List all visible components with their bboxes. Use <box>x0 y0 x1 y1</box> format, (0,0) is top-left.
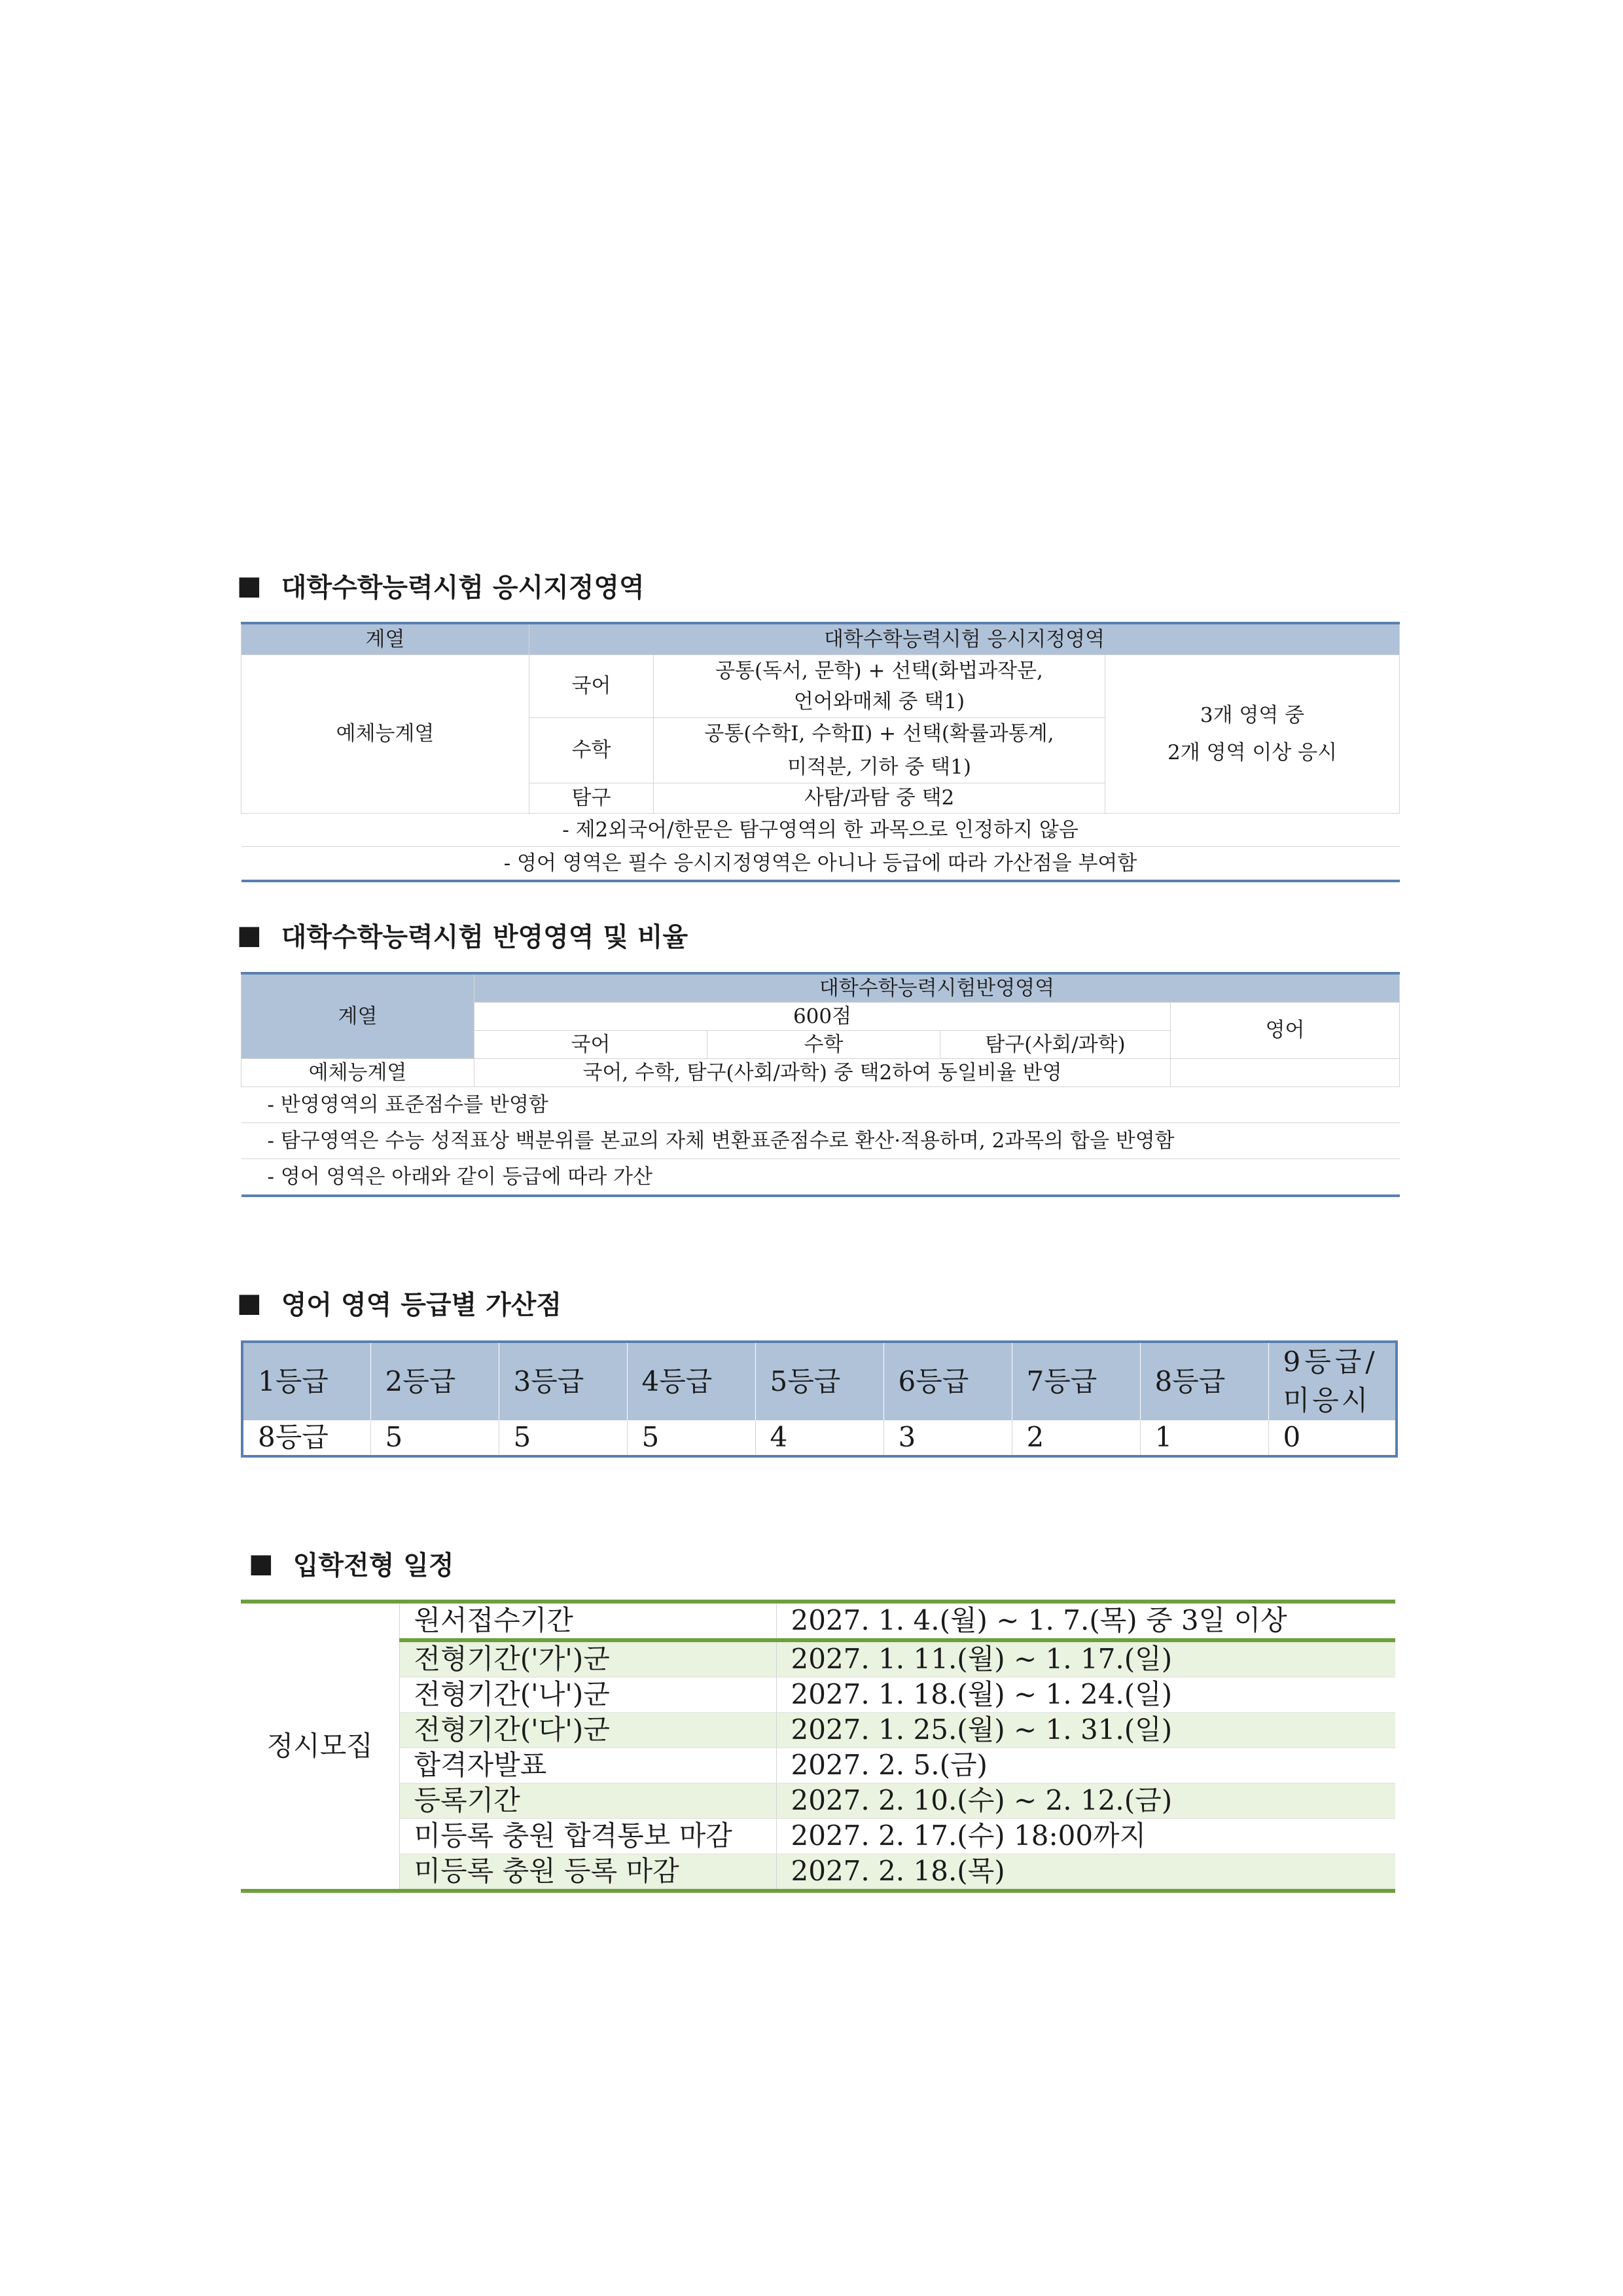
group-value-cell: 국어, 수학, 탐구(사회/과학) 중 택2하여 동일비율 반영 <box>474 1059 1171 1087</box>
grade-header <box>1268 1342 1397 1420</box>
detail-line: 공통(독서, 문학) + 선택(화법과작문, <box>715 658 1043 683</box>
schedule-value: 2027. 2. 18.(목) <box>776 1854 1395 1892</box>
header-cell: 계열 <box>241 623 529 655</box>
section-heading-3 <box>237 1284 562 1321</box>
header-cell: 대학수학능력시험반영영역 <box>474 973 1400 1003</box>
grade-header: 7등급 <box>1012 1342 1140 1420</box>
section-title: 영어 영역 등급별 가산점 <box>281 1290 562 1320</box>
english-grade-bonus-table <box>241 1340 1398 1458</box>
section-title: 대학수학능력시험 반영영역 및 비율 <box>281 922 688 952</box>
grade-value: 8등급 <box>242 1420 370 1456</box>
schedule-label: 전형기간('가')군 <box>399 1640 776 1677</box>
grade-header: 2등급 <box>370 1342 499 1420</box>
bullet-square-icon: ■ <box>237 1287 262 1318</box>
schedule-value: 2027. 1. 4.(월) ~ 1. 7.(목) 중 3일 이상 <box>776 1602 1395 1640</box>
schedule-value: 2027. 2. 17.(수) 18:00까지 <box>776 1819 1395 1854</box>
schedule-value: 2027. 1. 11.(월) ~ 1. 17.(일) <box>776 1640 1395 1677</box>
header-cell: 계열 <box>241 973 474 1059</box>
section-title: 입학전형 일정 <box>293 1551 454 1581</box>
points-cell: 600점 <box>474 1003 1171 1031</box>
section-heading-1 <box>237 567 645 604</box>
detail-line: 공통(수학Ⅰ, 수학Ⅱ) + 선택(확률과통계, <box>704 721 1054 745</box>
grade-value: 4 <box>755 1420 883 1456</box>
schedule-value: 2027. 2. 5.(금) <box>776 1748 1395 1784</box>
schedule-label: 미등록 충원 등록 마감 <box>399 1854 776 1892</box>
detail-line: 미적분, 기하 중 택1) <box>787 755 971 779</box>
detail-line: 언어와매체 중 택1) <box>793 689 965 713</box>
grade-header: 1등급 <box>242 1342 370 1420</box>
group-cell: 예체능계열 <box>241 655 529 814</box>
header-cell: 대학수학능력시험 응시지정영역 <box>529 623 1400 655</box>
section-heading-4 <box>249 1545 454 1582</box>
grade-value: 5 <box>370 1420 499 1456</box>
subject-cell: 수학 <box>707 1031 940 1059</box>
note-cell: - 영어 영역은 아래와 같이 등급에 따라 가산 <box>241 1159 1400 1196</box>
grade-value: 5 <box>627 1420 755 1456</box>
reflection-areas-table <box>241 972 1400 1197</box>
grade-header: 6등급 <box>883 1342 1012 1420</box>
english-cell: 영어 <box>1171 1003 1400 1059</box>
note-cell: - 영어 영역은 필수 응시지정영역은 아니나 등급에 따라 가산점을 부여함 <box>241 847 1400 882</box>
subject-cell: 국어 <box>474 1031 707 1059</box>
side-label-cell: 정시모집 <box>241 1602 399 1891</box>
section-title: 대학수학능력시험 응시지정영역 <box>281 573 645 603</box>
schedule-label: 전형기간('나')군 <box>399 1677 776 1713</box>
section-heading-2 <box>237 916 688 954</box>
schedule-label: 등록기간 <box>399 1784 776 1819</box>
schedule-value: 2027. 1. 25.(월) ~ 1. 31.(일) <box>776 1713 1395 1748</box>
grade-header-line: 미응시 <box>1283 1384 1371 1416</box>
side-line: 2개 영역 이상 응시 <box>1168 740 1337 764</box>
grade-value: 3 <box>883 1420 1012 1456</box>
subject-cell: 탐구(사회/과학) <box>940 1031 1171 1059</box>
grade-header: 5등급 <box>755 1342 883 1420</box>
schedule-label: 합격자발표 <box>399 1748 776 1784</box>
side-line: 3개 영역 중 <box>1200 703 1305 727</box>
grade-value: 1 <box>1140 1420 1268 1456</box>
grade-header: 8등급 <box>1140 1342 1268 1420</box>
note-cell: - 제2외국어/한문은 탐구영역의 한 과목으로 인정하지 않음 <box>241 814 1400 847</box>
bullet-square-icon: ■ <box>237 920 262 950</box>
detail-cell: 사탐/과탐 중 택2 <box>654 783 1105 814</box>
grade-value: 2 <box>1012 1420 1140 1456</box>
bullet-square-icon: ■ <box>249 1548 274 1579</box>
grade-value: 5 <box>499 1420 627 1456</box>
detail-cell <box>654 655 1105 718</box>
grade-value: 0 <box>1268 1420 1397 1456</box>
subject-cell: 수학 <box>529 718 654 783</box>
empty-cell <box>1171 1059 1400 1087</box>
exam-required-areas-table <box>241 622 1400 882</box>
note-cell: - 반영영역의 표준점수를 반영함 <box>241 1087 1400 1123</box>
grade-header: 4등급 <box>627 1342 755 1420</box>
detail-cell <box>654 718 1105 783</box>
schedule-value: 2027. 1. 18.(월) ~ 1. 24.(일) <box>776 1677 1395 1713</box>
subject-cell: 국어 <box>529 655 654 718</box>
side-cell <box>1105 655 1400 814</box>
admission-schedule-table <box>241 1600 1395 1893</box>
subject-cell: 탐구 <box>529 783 654 814</box>
group-cell: 예체능계열 <box>241 1059 474 1087</box>
schedule-label: 원서접수기간 <box>399 1602 776 1640</box>
note-cell: - 탐구영역은 수능 성적표상 백분위를 본교의 자체 변환표준점수로 환산·적용하며, 2과목의 합을 반영함 <box>241 1123 1400 1159</box>
schedule-label: 미등록 충원 합격통보 마감 <box>399 1819 776 1854</box>
schedule-label: 전형기간('다')군 <box>399 1713 776 1748</box>
bullet-square-icon: ■ <box>237 570 262 601</box>
grade-header: 3등급 <box>499 1342 627 1420</box>
schedule-value: 2027. 2. 10.(수) ~ 2. 12.(금) <box>776 1784 1395 1819</box>
grade-header-line: 9등급/ <box>1283 1346 1379 1378</box>
